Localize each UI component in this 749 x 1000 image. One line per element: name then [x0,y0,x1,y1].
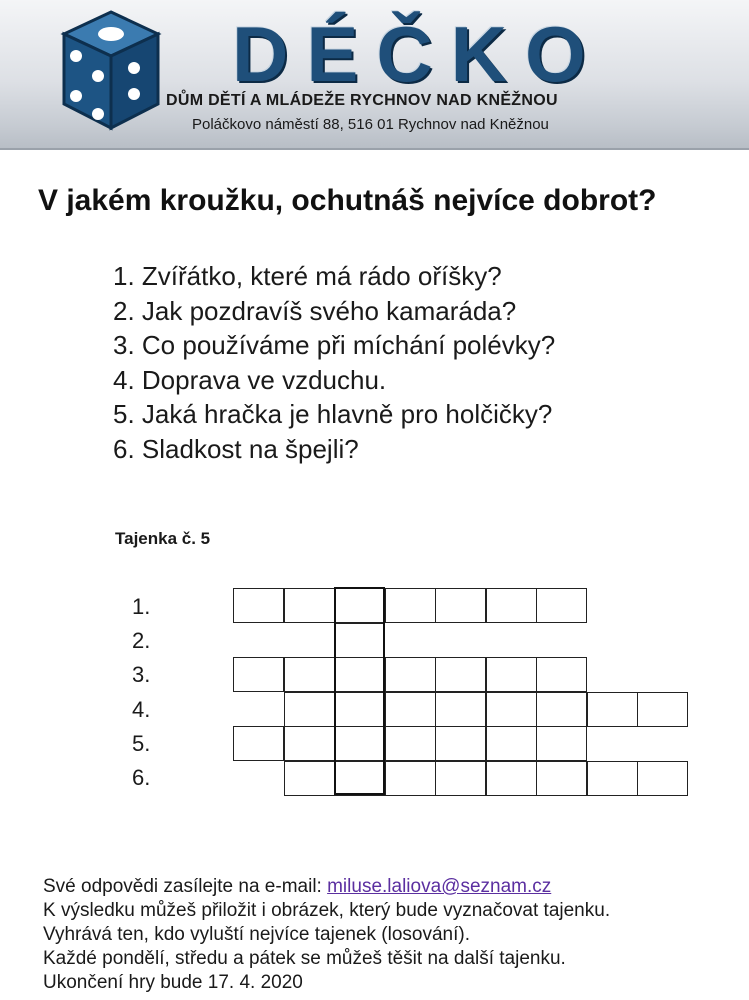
grid-cell[interactable] [486,657,537,692]
grid-cell[interactable] [486,692,537,727]
main-question: V jakém kroužku, ochutnáš nejvíce dobrot? [38,184,657,217]
grid-cell[interactable] [486,761,537,796]
grid-cell[interactable] [587,692,638,727]
grid-cell[interactable] [284,761,335,796]
row-number: 3. [132,662,151,687]
footer-line: K výsledku můžeš přiložit i obrázek, který bude vyznačovat tajenku. [43,900,611,921]
row-number: 4. [132,697,151,722]
grid-cell[interactable] [435,692,486,727]
grid-cell[interactable] [334,692,385,727]
email-link[interactable]: miluse.laliova@seznam.cz [327,876,552,897]
grid-cell[interactable] [536,692,587,727]
email-prefix: Své odpovědi zasílejte na e-mail: [43,876,328,897]
grid-cell[interactable] [587,761,638,796]
grid-cell[interactable] [334,726,385,761]
grid-cell[interactable] [284,657,335,692]
grid-cell[interactable] [385,588,436,623]
grid-cell[interactable] [385,657,436,692]
clue-item: 4. Doprava ve vzduchu. [113,364,387,395]
grid-cell[interactable] [637,761,688,796]
grid-cell[interactable] [284,692,335,727]
clue-item: 1. Zvířátko, které má rádo oříšky? [113,261,502,291]
clue-item: 6. Sladkost na špejli? [113,433,359,464]
row-number: 6. [132,765,151,790]
grid-cell[interactable] [233,726,284,761]
grid-cell[interactable] [385,761,436,796]
brand-title: DÉČKO [232,10,604,98]
footer-line: Vyhrává ten, kdo vyluští nejvíce tajenek (losování). [43,924,471,945]
grid-cell[interactable] [233,657,284,692]
grid-cell[interactable] [233,588,284,623]
puzzle-title: Tajenka č. 5 [115,529,211,548]
grid-cell[interactable] [435,761,486,796]
grid-cell[interactable] [435,726,486,761]
footer-line: Ukončení hry bude 17. 4. 2020 [43,972,303,993]
grid-cell[interactable] [334,761,385,796]
clue-list [113,259,555,466]
clue-item: 5. Jaká hračka je hlavně pro holčičky? [113,399,553,429]
row-number: 1. [132,594,151,619]
footer-line [43,875,743,899]
grid-cell[interactable] [284,588,335,623]
organization-name: DŮM DĚTÍ A MLÁDEŽE RYCHNOV NAD KNĚŽNOU [166,92,558,109]
grid-cell[interactable] [486,588,537,623]
header-banner [0,0,749,150]
clue-item: 3. Co používáme při míchání polévky? [113,330,556,360]
dice-logo-icon [58,6,164,134]
grid-cell[interactable] [334,657,385,692]
grid-cell[interactable] [486,726,537,761]
grid-cell[interactable] [435,657,486,692]
grid-cell[interactable] [385,726,436,761]
grid-cell[interactable] [284,726,335,761]
footer-line: Každé pondělí, středu a pátek se můžeš těšit na další tajenku. [43,948,566,969]
grid-cell[interactable] [536,657,587,692]
grid-cell[interactable] [637,692,688,727]
row-number: 5. [132,731,151,756]
grid-cell[interactable] [435,588,486,623]
grid-cell[interactable] [536,588,587,623]
grid-cell[interactable] [334,623,385,658]
footer-info [43,875,743,995]
grid-cell[interactable] [334,588,385,623]
row-number: 2. [132,628,151,653]
grid-cell[interactable] [536,761,587,796]
grid-cell[interactable] [385,692,436,727]
organization-address: Poláčkovo náměstí 88, 516 01 Rychnov nad Kněžnou [192,116,549,133]
clue-item: 2. Jak pozdravíš svého kamaráda? [113,295,517,326]
grid-cell[interactable] [536,726,587,761]
